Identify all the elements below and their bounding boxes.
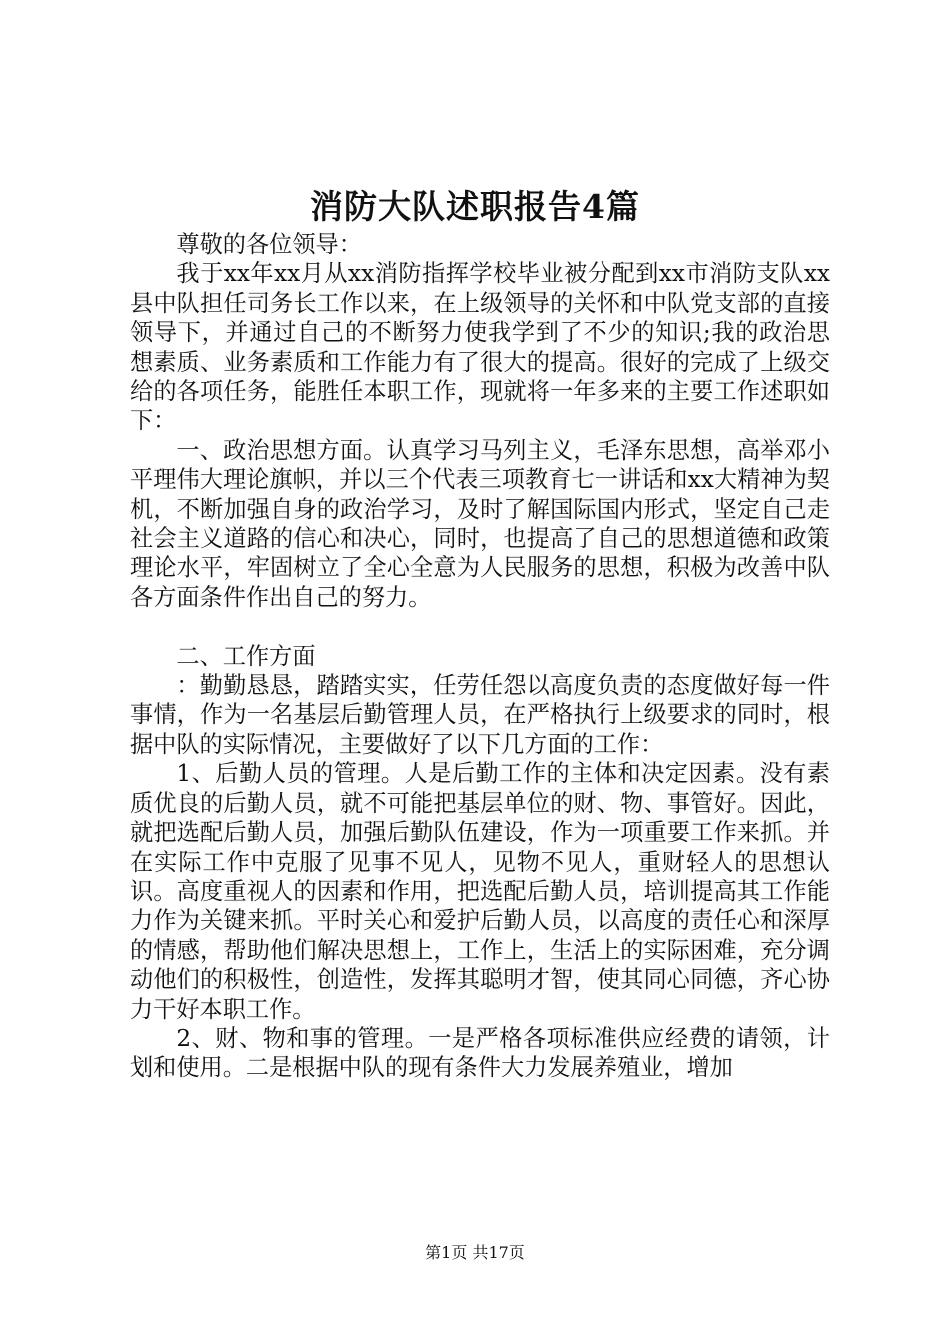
- page-footer: 第1页 共17页: [425, 1243, 525, 1262]
- personnel-management-paragraph: 1、后勤人员的管理。人是后勤工作的主体和决定因素。没有素质优良的后勤人员，就不可能把基层单位的财、物、事管好。因此，就把选配后勤人员，加强后勤队伍建设，作为一项重要工作来抓。并在实际工作中克服了见事不见人，见物不见人，重财轻人的思想认识。高度重视人的因素和作用，把选配后勤人员，培训提高其工作能力作为关键来抓。平时关心和爱护后勤人员，以高度的责任心和深厚的情感，帮助他们解决思想上，工作上，生活上的实际困难，充分调动他们的积极性，创造性，发挥其聪明才智，使其同心同德，齐心协力干好本职工作。: [130, 760, 830, 1023]
- finance-management-paragraph: 2、财、物和事的管理。一是严格各项标准供应经费的请领，计划和使用。二是根据中队的现有条件大力发展养殖业，增加: [130, 1024, 830, 1082]
- political-section-paragraph: 一、政治思想方面。认真学习马列主义，毛泽东思想，高举邓小平理伟大理论旗帜，并以三个代表三项教育七一讲话和xx大精神为契机，不断加强自身的政治学习，及时了解国际国内形式，坚定自己走社会主义道路的信心和决心，同时，也提高了自己的思想道德和政策理论水平，牢固树立了全心全意为人民服务的思想，积极为改善中队各方面条件作出自己的努力。: [130, 436, 830, 611]
- work-section-heading: 二、工作方面: [176, 642, 316, 670]
- document-body: [130, 230, 830, 1083]
- work-section-paragraph: ：勤勤恳恳，踏踏实实，任劳任怨以高度负责的态度做好每一件事情，作为一名基层后勤管理人员，在严格执行上级要求的同时，根据中队的实际情况，主要做好了以下几方面的工作：: [130, 672, 830, 758]
- document-title: 消防大队述职报告4篇: [310, 187, 640, 226]
- intro-paragraph: 我于xx年xx月从xx消防指挥学校毕业被分配到xx市消防支队xx县中队担任司务长工作以来，在上级领导的关怀和中队党支部的直接领导下，并通过自己的不断努力使我学到了不少的知识;我的政治思想素质、业务素质和工作能力有了很大的提高。很好的完成了上级交给的各项任务，能胜任本职工作，现就将一年多来的主要工作述职如下：: [130, 260, 830, 435]
- salutation-paragraph: 尊敬的各位领导：: [176, 231, 362, 258]
